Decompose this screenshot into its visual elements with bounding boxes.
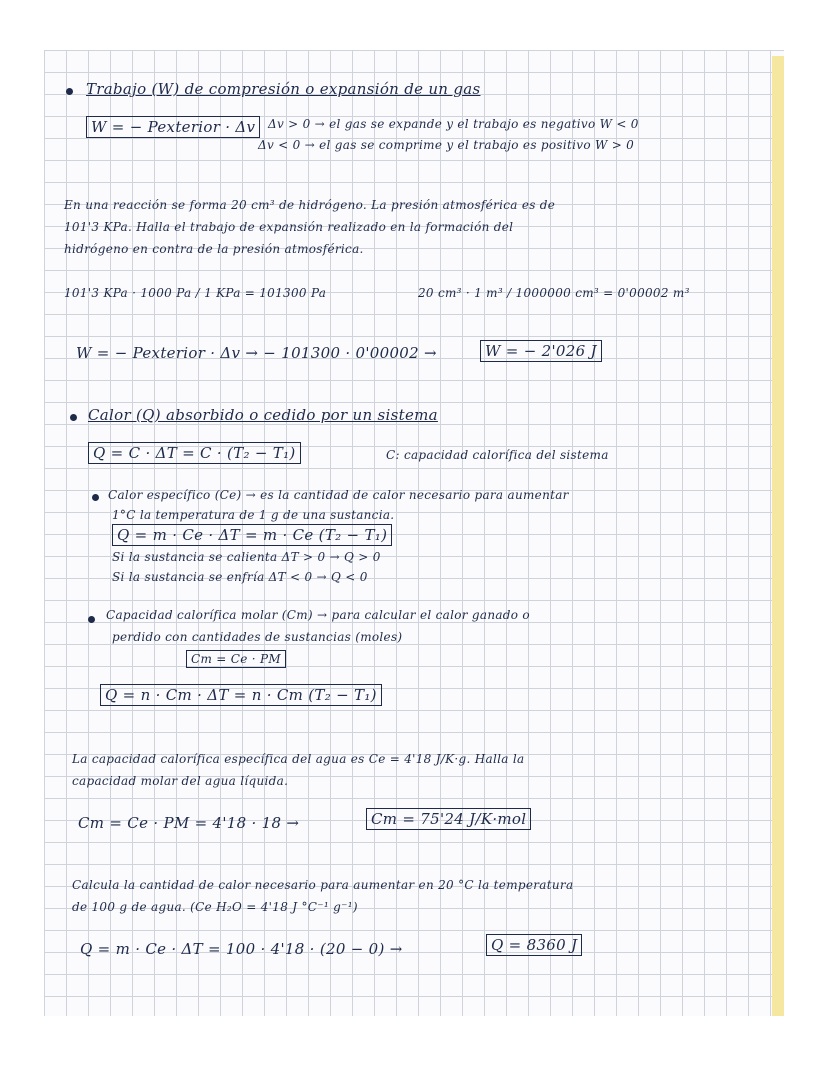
heat-title: Calor (Q) absorbido o cedido por un sistema [88, 406, 438, 424]
bullet-dot [70, 414, 77, 421]
work-title: Trabajo (W) de compresión o expansión de un gas [86, 80, 481, 98]
example1-statement-2: 101'3 KPa. Halla el trabajo de expansión realizado en la formación del [64, 220, 514, 234]
work-case-expand: Δv > 0 → el gas se expande y el trabajo es negativo W < 0 [268, 117, 639, 131]
heat-calculation: Q = m · Ce · ΔT = 100 · 4'18 · (20 − 0) → [80, 940, 403, 958]
example3-statement-1: Calcula la cantidad de calor necesario para aumentar en 20 °C la temperatura [72, 878, 574, 892]
molar-heat-formula: Q = n · Cm · ΔT = n · Cm (T₂ − T₁) [100, 684, 382, 706]
molar-heat-line-1: Capacidad calorífica molar (Cm) → para calcular el calor ganado o [106, 608, 530, 622]
example2-statement-1: La capacidad calorífica específica del agua es Ce = 4'18 J/K·g. Halla la [72, 752, 525, 766]
volume-conversion: 20 cm³ · 1 m³ / 1000000 cm³ = 0'00002 m³ [418, 286, 690, 300]
molar-result: Cm = 75'24 J/K·mol [366, 808, 531, 830]
heat-formula-note: C: capacidad calorífica del sistema [386, 448, 609, 462]
work-case-compress: Δv < 0 → el gas se comprime y el trabajo es positivo W > 0 [258, 138, 635, 152]
pressure-conversion: 101'3 KPa · 1000 Pa / 1 KPa = 101300 Pa [64, 286, 327, 300]
bullet-dot [88, 616, 95, 623]
bullet-dot [92, 494, 99, 501]
example2-statement-2: capacidad molar del agua líquida. [72, 774, 289, 788]
work-calculation: W = − Pexterior · Δv → − 101300 · 0'00002 → [76, 344, 437, 362]
example3-statement-2: de 100 g de agua. (Ce H₂O = 4'18 J °C⁻¹ g⁻¹) [72, 900, 358, 914]
example1-statement-1: En una reacción se forma 20 cm³ de hidrógeno. La presión atmosférica es de [64, 198, 556, 212]
molar-heat-line-2: perdido con cantidades de sustancias (moles) [112, 630, 403, 644]
specific-heat-line-1: Calor específico (Ce) → es la cantidad de calor necesario para aumentar [108, 488, 569, 502]
specific-heat-heats: Si la sustancia se calienta ΔT > 0 → Q > 0 [112, 550, 381, 564]
work-result: W = − 2'026 J [480, 340, 602, 362]
example1-statement-3: hidrógeno en contra de la presión atmosférica. [64, 242, 364, 256]
molar-calculation: Cm = Ce · PM = 4'18 · 18 → [78, 814, 300, 832]
specific-heat-formula: Q = m · Ce · ΔT = m · Ce (T₂ − T₁) [112, 524, 392, 546]
page-edge-highlight [772, 56, 784, 1016]
heat-formula: Q = C · ΔT = C · (T₂ − T₁) [88, 442, 301, 464]
bullet-dot [66, 88, 73, 95]
specific-heat-cools: Si la sustancia se enfría ΔT < 0 → Q < 0 [112, 570, 368, 584]
specific-heat-line-2: 1°C la temperatura de 1 g de una sustancia. [112, 508, 395, 522]
molar-heat-relation: Cm = Ce · PM [186, 650, 286, 668]
heat-result: Q = 8360 J [486, 934, 582, 956]
work-formula: W = − Pexterior · Δv [86, 116, 260, 138]
